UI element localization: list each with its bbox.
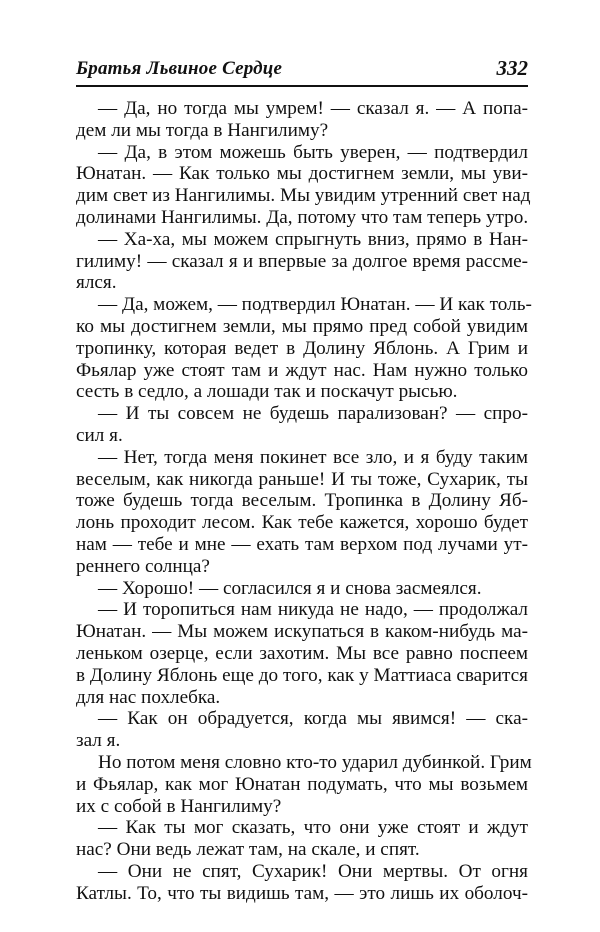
text-line: зал я. xyxy=(76,730,121,752)
text-line: — Хорошо! — согласился я и снова засмеялся. xyxy=(98,577,482,599)
text-line: их с собой в Нангилиму? xyxy=(76,795,282,817)
paragraph xyxy=(76,294,532,403)
text-line: дем ли мы тогда в Нангилиму? xyxy=(76,119,329,141)
paragraph xyxy=(76,141,531,229)
text-line: Но потом меня словно кто-то ударил дубинкой. Грим xyxy=(98,751,532,773)
text-line: в Долину Яблонь еще до того, как у Маттиаса сварится xyxy=(76,664,528,686)
text-line: тоже будешь тогда веселым. Тропинка в Долину Яб- xyxy=(76,490,528,512)
text-line: лонь проходит лесом. Как тебе кажется, хорошо будет xyxy=(76,512,528,534)
text-line: — И торопиться нам никуда не надо, — продолжал xyxy=(98,599,528,621)
text-line: — Да, в этом можешь быть уверен, — подтвердил xyxy=(98,141,528,163)
paragraph xyxy=(76,229,528,294)
text-line: реннего солнца? xyxy=(76,555,210,577)
header-rule xyxy=(76,85,528,87)
text-line: — И ты совсем не будешь парализован? — спро- xyxy=(98,403,528,425)
paragraph xyxy=(76,599,528,708)
text-line: — Да, можем, — подтвердил Юнатан. — И как толь- xyxy=(98,294,532,316)
paragraph xyxy=(76,98,528,142)
text-line: Фьялар уже стоят там и ждут нас. Нам нужно только xyxy=(76,359,528,381)
text-line: леньком озерце, если захотим. Мы все равно поспеем xyxy=(76,642,528,664)
text-line: долинами Нангилимы. Да, потому что там теперь утро. xyxy=(76,206,529,228)
text-line: Катлы. То, что ты видишь там, — это лишь их оболоч- xyxy=(76,882,528,904)
page-number: 332 xyxy=(496,56,528,80)
paragraph xyxy=(76,447,528,578)
paragraph xyxy=(76,578,528,600)
text-line: ялся. xyxy=(76,272,117,294)
paragraph xyxy=(76,817,528,861)
text-line: — Да, но тогда мы умрем! — сказал я. — А попа- xyxy=(98,98,528,119)
paragraph xyxy=(76,708,528,752)
text-line: нам — тебе и мне — ехать там верхом под лучами ут- xyxy=(76,533,528,555)
text-line: тропинку, которая ведет в Долину Яблонь. А Грим и xyxy=(76,337,528,359)
text-line: — Как ты мог сказать, что они уже стоят и ждут xyxy=(98,817,528,839)
page-header xyxy=(76,52,528,88)
text-line: — Нет, тогда меня покинет все зло, и я буду таким xyxy=(98,446,528,468)
text-line: и Фьялар, как мог Юнатан подумать, что мы возьмем xyxy=(76,773,528,795)
text-line: Юнатан. — Мы можем искупаться в каком-нибудь ма- xyxy=(76,621,528,643)
body-text xyxy=(76,98,532,904)
text-line: дим свет из Нангилимы. Мы увидим утренний свет над xyxy=(76,185,531,207)
text-line: ко мы достигнем земли, мы прямо пред собой увидим xyxy=(76,315,528,337)
text-line: сил я. xyxy=(76,424,123,446)
text-line: — Они не спят, Сухарик! Они мертвы. От огня xyxy=(98,860,528,882)
text-line: Юнатан. — Как только мы достигнем земли, мы уви- xyxy=(76,163,528,185)
text-line: — Как он обрадуется, когда мы явимся! — ска- xyxy=(98,708,528,730)
text-line: для нас похлебка. xyxy=(76,686,221,708)
running-title: Братья Львиное Сердце xyxy=(76,58,283,79)
paragraph xyxy=(76,751,532,817)
paragraph xyxy=(76,403,528,447)
text-line: сесть в седло, а лошади так и поскачут рысью. xyxy=(76,381,458,403)
text-line: нас? Они ведь лежат там, на скале, и спят. xyxy=(76,839,420,861)
paragraph xyxy=(76,861,528,905)
text-line: веселым, как никогда раньше! И ты тоже, Сухарик, ты xyxy=(76,468,528,490)
text-line: гилиму! — сказал я и впервые за долгое время рассме- xyxy=(76,250,528,272)
text-line: — Ха-ха, мы можем спрыгнуть вниз, прямо в Нан- xyxy=(98,228,528,250)
